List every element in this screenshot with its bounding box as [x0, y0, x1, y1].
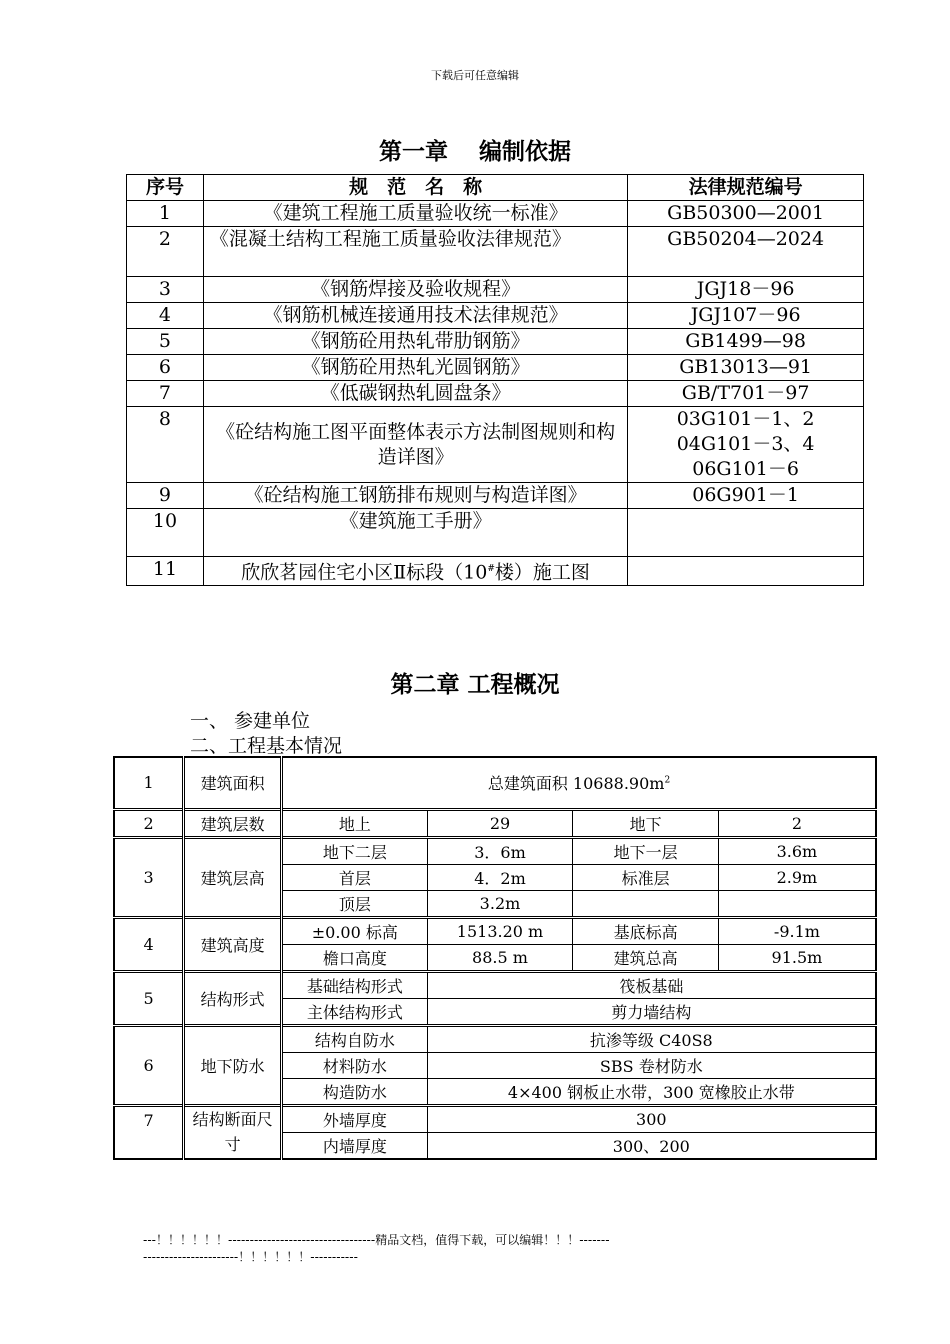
row-no: 6 — [127, 355, 204, 381]
cell: 抗渗等级 C40S8 — [427, 1025, 876, 1052]
row-no: 5 — [114, 971, 184, 1025]
code-line: 06G101－6 — [692, 458, 799, 480]
row-no: 4 — [127, 303, 204, 329]
col-header-no: 序号 — [127, 175, 204, 201]
cell: 地上 — [282, 809, 428, 837]
chapter2-title: 第二章 工程概况 — [390, 672, 560, 698]
row-no: 7 — [127, 381, 204, 407]
row-item: 结构断面尺寸 — [184, 1105, 282, 1159]
cell: 地下一层 — [573, 837, 719, 864]
row-code: GB/T701－97 — [628, 381, 864, 407]
cell: ±0.00 标高 — [282, 917, 428, 944]
cell — [718, 890, 876, 917]
row-no: 8 — [127, 407, 204, 483]
cell: 3.6m — [718, 837, 876, 864]
cell: 结构自防水 — [282, 1025, 428, 1052]
row-name-part: 楼）施工图 — [494, 561, 590, 584]
cell: 地下二层 — [282, 837, 428, 864]
chapter1-title: 第一章 编制依据 — [378, 139, 571, 165]
cell: 3.2m — [427, 890, 573, 917]
row-name — [203, 557, 627, 586]
row-code: GB50204—2024 — [628, 227, 864, 277]
row-no: 11 — [127, 557, 204, 586]
area-unit-sup: 2 — [664, 775, 671, 786]
table-row — [127, 355, 864, 381]
table-row — [114, 809, 876, 837]
cell: 首层 — [282, 864, 428, 890]
cell: 300、200 — [427, 1132, 876, 1159]
table-row — [127, 227, 864, 277]
code-line: 03G101－1、2 — [676, 408, 815, 430]
row-no: 9 — [127, 483, 204, 509]
row-name: 《建筑工程施工质量验收统一标准》 — [203, 201, 627, 227]
table-row — [127, 201, 864, 227]
row-name: 《混凝土结构工程施工质量验收法律规范》 — [203, 227, 627, 277]
cell: SBS 卷材防水 — [427, 1052, 876, 1078]
row-code — [628, 509, 864, 557]
cell: 地下 — [573, 809, 719, 837]
row-item: 建筑面积 — [184, 757, 282, 809]
cell: 檐口高度 — [282, 944, 428, 971]
row-name-sup: # — [487, 564, 495, 574]
row-no: 10 — [127, 509, 204, 557]
row-no: 2 — [127, 227, 204, 277]
table-row — [114, 971, 876, 998]
row-name: 《建筑施工手册》 — [203, 509, 627, 557]
row-code — [628, 557, 864, 586]
row-name: 《砼结构施工钢筋排布规则与构造详图》 — [203, 483, 627, 509]
code-line: 04G101－3、4 — [676, 433, 815, 455]
cell: 标准层 — [573, 864, 719, 890]
cell: 4．2m — [427, 864, 573, 890]
cell: 顶层 — [282, 890, 428, 917]
cell: 内墙厚度 — [282, 1132, 428, 1159]
row-item: 建筑层高 — [184, 837, 282, 917]
section-heading-basic-info: 二、工程基本情况 — [190, 735, 343, 757]
basis-table — [126, 174, 864, 586]
row-code: JGJ18－96 — [628, 277, 864, 303]
cell: 筏板基础 — [427, 971, 876, 998]
footer-note: ---！！！！！！----------------------------------精品文档，值得下载，可以编辑！！！-----------------------------！！！！！！----------- — [143, 1233, 610, 1264]
row-code: 06G901－1 — [628, 483, 864, 509]
row-no: 7 — [114, 1105, 184, 1159]
cell: 外墙厚度 — [282, 1105, 428, 1132]
col-header-name: 规 范 名 称 — [203, 175, 627, 201]
row-no: 1 — [127, 201, 204, 227]
row-name: 《钢筋机械连接通用技术法律规范》 — [203, 303, 627, 329]
row-item: 建筑高度 — [184, 917, 282, 971]
cell: -9.1m — [718, 917, 876, 944]
cell: 材料防水 — [282, 1052, 428, 1078]
cell: 2 — [718, 809, 876, 837]
table-row — [127, 509, 864, 557]
table-row — [127, 329, 864, 355]
table-row — [127, 277, 864, 303]
cell: 3．6m — [427, 837, 573, 864]
table-row — [127, 557, 864, 586]
cell: 88.5 m — [427, 944, 573, 971]
row-code — [628, 407, 864, 483]
row-no: 4 — [114, 917, 184, 971]
table-row — [127, 483, 864, 509]
table-header-row — [127, 175, 864, 201]
cell: 基础结构形式 — [282, 971, 428, 998]
row-code: GB50300—2001 — [628, 201, 864, 227]
row-item: 结构形式 — [184, 971, 282, 1025]
row-no: 3 — [114, 837, 184, 917]
row-item: 地下防水 — [184, 1025, 282, 1105]
row-item: 建筑层数 — [184, 809, 282, 837]
total-area-text: 总建筑面积 10688.90m — [487, 774, 665, 794]
row-name: 《钢筋砼用热轧带肋钢筋》 — [203, 329, 627, 355]
cell: 基底标高 — [573, 917, 719, 944]
row-no: 1 — [114, 757, 184, 809]
table-row — [127, 407, 864, 483]
cell: 剪力墙结构 — [427, 998, 876, 1025]
cell: 建筑总高 — [573, 944, 719, 971]
project-overview-table — [113, 756, 877, 1160]
row-no: 3 — [127, 277, 204, 303]
cell: 4×400 钢板止水带，300 宽橡胶止水带 — [427, 1078, 876, 1105]
cell: 主体结构形式 — [282, 998, 428, 1025]
table-row — [114, 1025, 876, 1052]
cell: 91.5m — [718, 944, 876, 971]
row-name-part: 欣欣茗园住宅小区Ⅱ标段（10 — [241, 561, 488, 584]
table-row — [114, 837, 876, 864]
section-heading-participants: 一、 参建单位 — [190, 710, 311, 732]
total-area-cell — [282, 757, 877, 809]
cell: 构造防水 — [282, 1078, 428, 1105]
cell: 300 — [427, 1105, 876, 1132]
cell: 2.9m — [718, 864, 876, 890]
row-name: 《钢筋焊接及验收规程》 — [203, 277, 627, 303]
col-header-code: 法律规范编号 — [628, 175, 864, 201]
table-row — [114, 917, 876, 944]
row-code: GB13013—91 — [628, 355, 864, 381]
cell: 29 — [427, 809, 573, 837]
cell — [573, 890, 719, 917]
table-row — [114, 1105, 876, 1132]
row-no: 6 — [114, 1025, 184, 1105]
row-no: 5 — [127, 329, 204, 355]
row-code: GB1499—98 — [628, 329, 864, 355]
row-no: 2 — [114, 809, 184, 837]
row-code: JGJ107－96 — [628, 303, 864, 329]
row-name: 《钢筋砼用热轧光圆钢筋》 — [203, 355, 627, 381]
header-note: 下载后可任意编辑 — [431, 69, 519, 82]
table-row — [127, 303, 864, 329]
table-row — [127, 381, 864, 407]
table-row — [114, 757, 876, 809]
row-name: 《砼结构施工图平面整体表示方法制图规则和构造详图》 — [203, 407, 627, 483]
row-name: 《低碳钢热轧圆盘条》 — [203, 381, 627, 407]
cell: 1513.20 m — [427, 917, 573, 944]
